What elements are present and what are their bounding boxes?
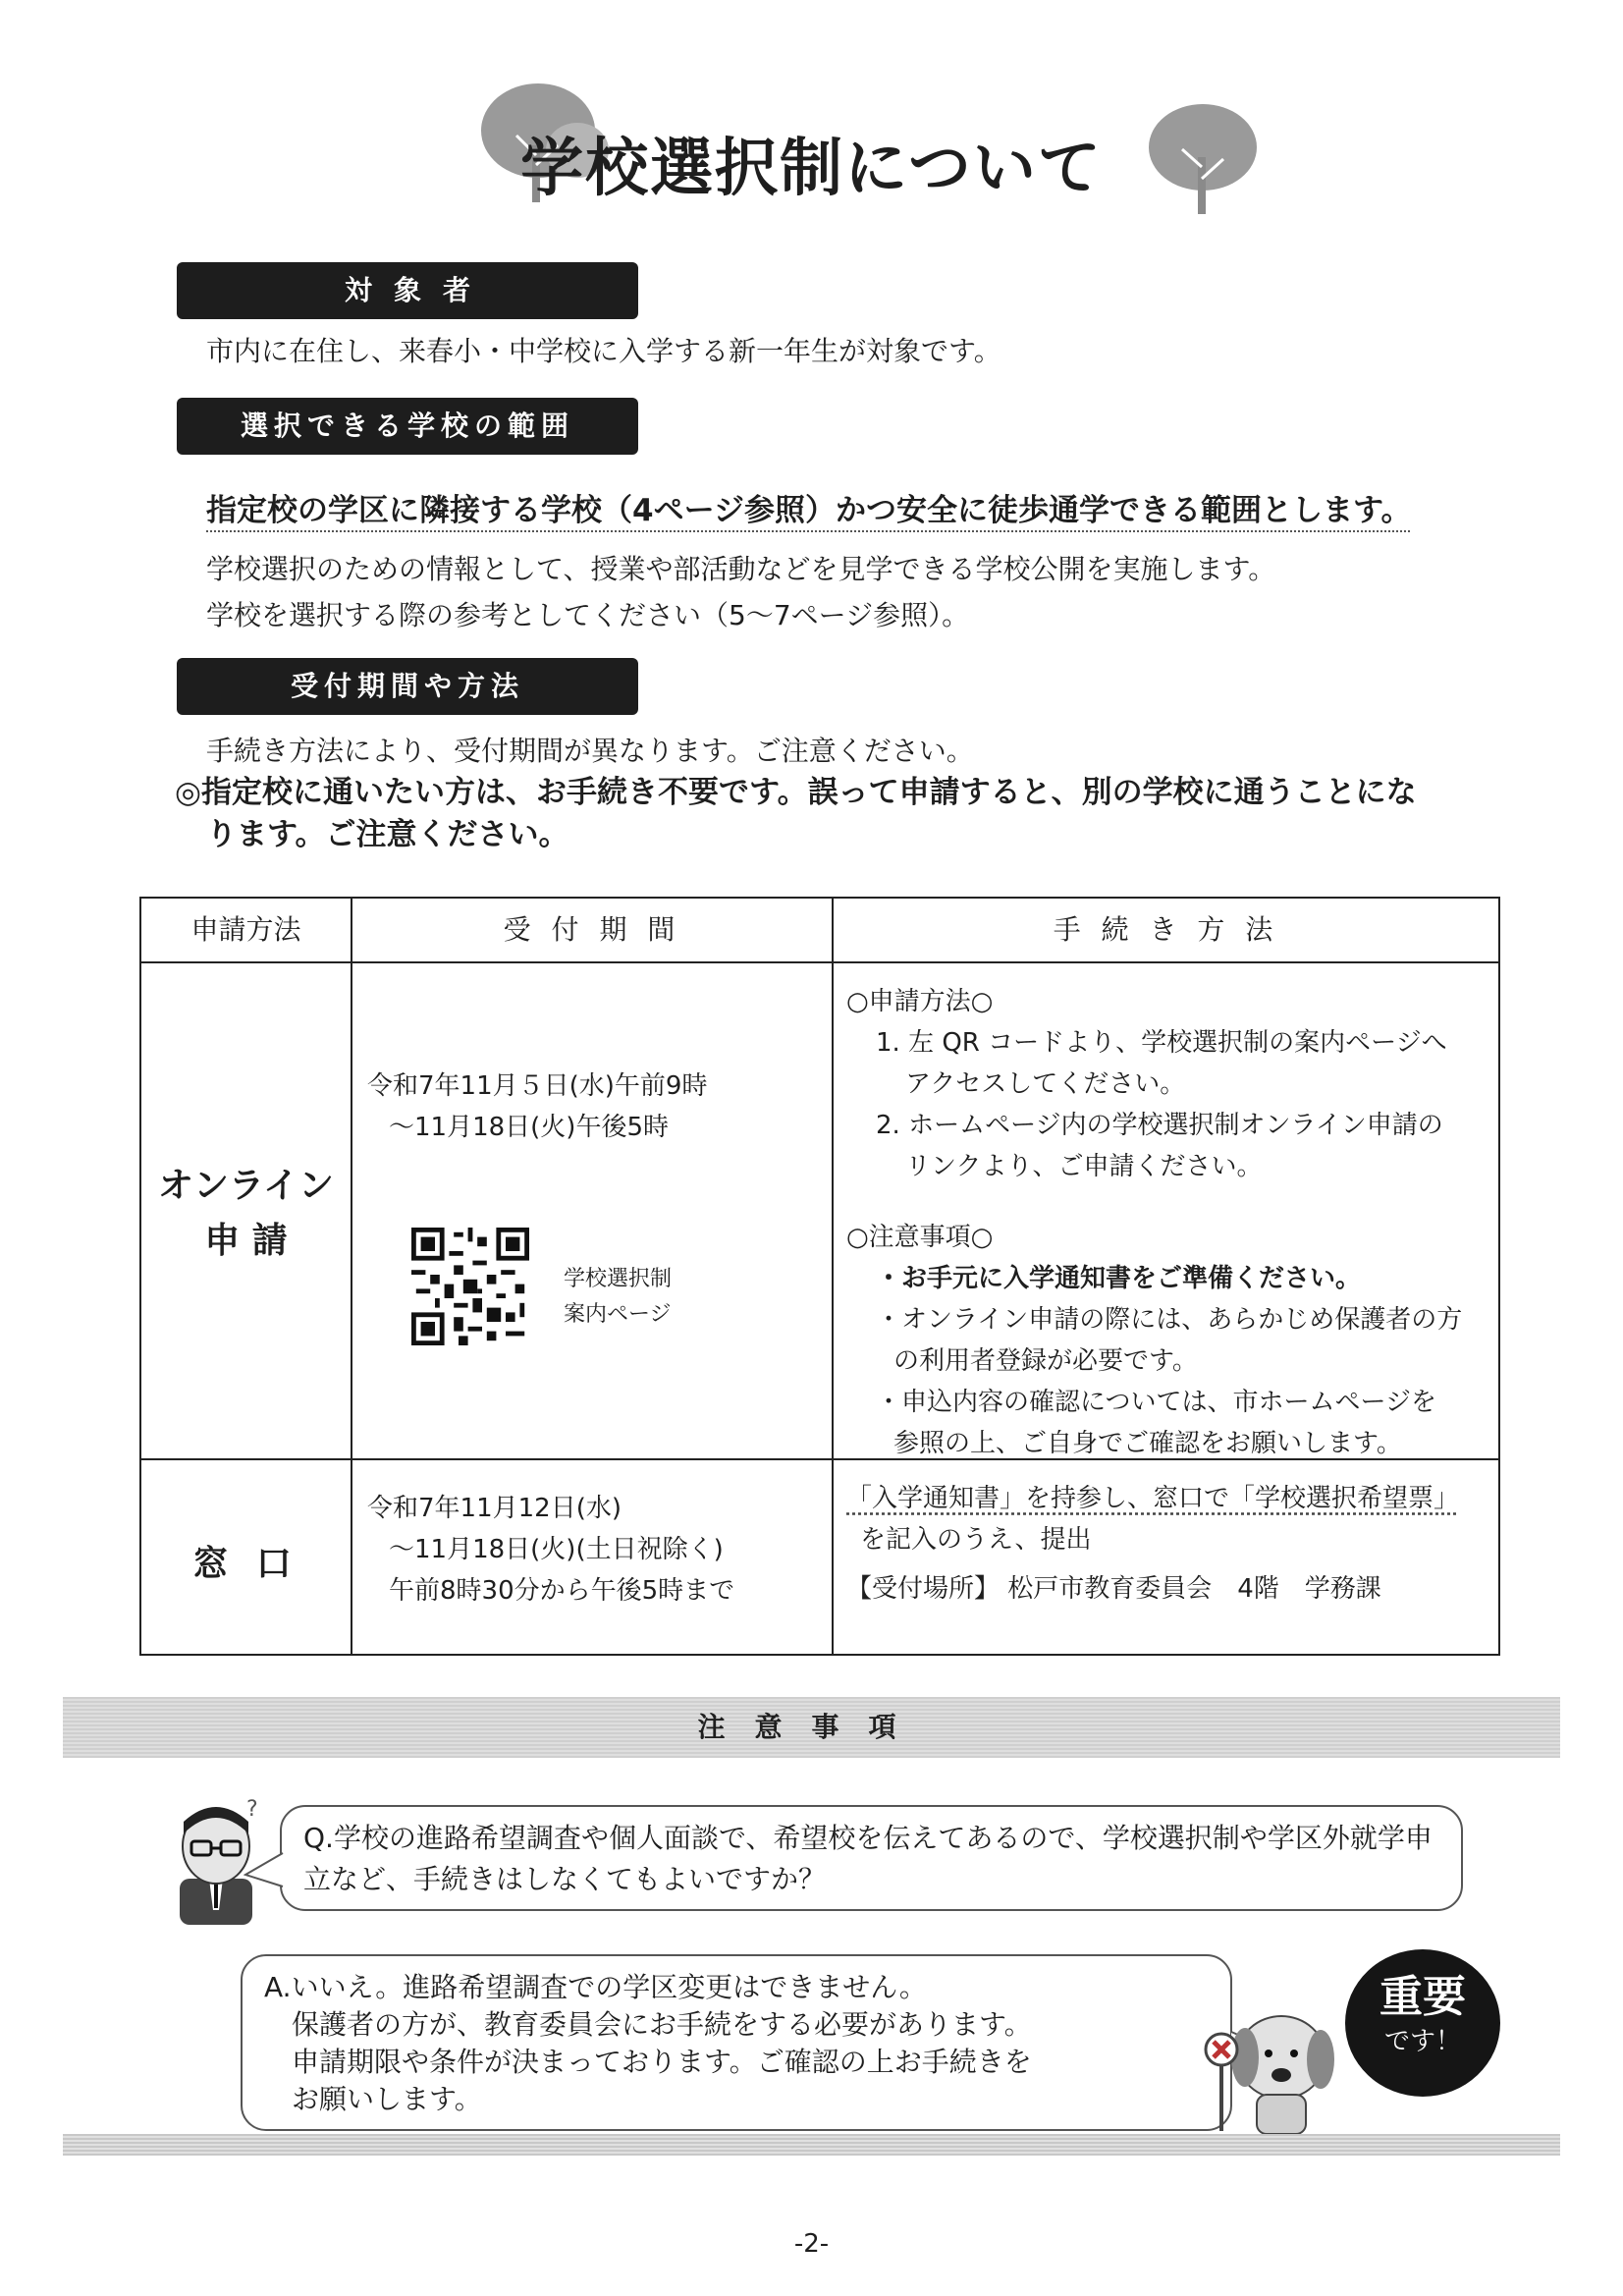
counter-period: 令和7年11月12日(水) ～11月18日(火)(土日祝除く) 午前8時30分から午後5時まで [367,1494,735,1606]
page-title: 学校選択制について [520,133,1103,205]
svg-text:?: ? [246,1797,258,1822]
question-bubble-tail [243,1851,285,1890]
period-line1: 手続き方法により、受付期間が異なります。ご注意ください。 [206,735,974,767]
notice-heading: 注意事項 [63,1697,1560,1758]
counter-procedure: 「入学通知書」を持参し、窓口で「学校選択希望票」 を記入のうえ、提出 【受付場所】 松戸市教育委員会 4階 学務課 [846,1484,1460,1604]
question-bubble: Q.学校の進路希望調査や個人面談で、希望校を伝えてあるので、学校選択制や学区外就学申 立など、手続きはしなくてもよいですか？ [280,1805,1463,1911]
important-badge: 重要 です！ [1345,1949,1500,2097]
section-heading-target: 対象者 [177,262,638,319]
qr-label: 学校選択制 案内ページ [564,1267,673,1327]
section-heading-period: 受付期間や方法 [177,658,638,715]
dog-character-icon [1188,1989,1345,2136]
application-table [139,897,1500,1656]
table-header-period: 受 付 期 間 [503,913,681,946]
target-body: 市内に在住し、来春小・中学校に入学する新一年生が対象です。 [206,335,1001,367]
bottom-divider [63,2134,1560,2156]
qr-code-icon[interactable] [411,1228,529,1345]
table-header-method: 申請方法 [190,913,301,946]
range-line1: 学校選択のための情報として、授業や部活動などを見学できる学校公開を実施します。 [206,553,1276,585]
period-warning-line1: ◎指定校に通いたい方は、お手続き不要です。誤って申請すると、別の学校に通うことにな [175,775,1417,810]
table-header-procedure: 手 続 き 方 法 [1053,913,1279,946]
online-procedure: ○申請方法○ 1. 左 QR コードより、学校選択制の案内ページへ アクセスしてください。 2. ホームページ内の学校選択制オンライン申請の リンクより、ご申請ください。 ○注意事項○ ・お手元に入学通知書をご準備ください。 ・オンライン申請の際には、あらかじめ保護者の方 の利用者登録が必要です。 ・申込内容の確認については、市ホームページを 参照の上、ご自身でご確認をお願いします。 [846,987,1463,1458]
online-method-label: オンライン 申 請 [158,1166,334,1261]
counter-method-label: 窓 口 [192,1544,299,1584]
page-number: -2- [793,2229,830,2259]
answer-bubble: A.いいえ。進路希望調査での学区変更はできません。 保護者の方が、教育委員会にお手続をする必要があります。 申請期限や条件が決まっております。ご確認の上お手続きを お願いします。 [241,1954,1232,2131]
range-line2: 学校を選択する際の参考としてください（5～7ページ参照）。 [206,599,970,631]
period-warning-line2: ります。ご注意ください。 [206,817,569,852]
range-emphasis: 指定校の学区に隣接する学校（4ページ参照）かつ安全に徒歩通学できる範囲とします。 [206,493,1412,528]
online-period: 令和7年11月５日(水)午前9時 ～11月18日(火)午後5時 [367,1071,708,1142]
section-heading-range: 選択できる学校の範囲 [177,398,638,455]
